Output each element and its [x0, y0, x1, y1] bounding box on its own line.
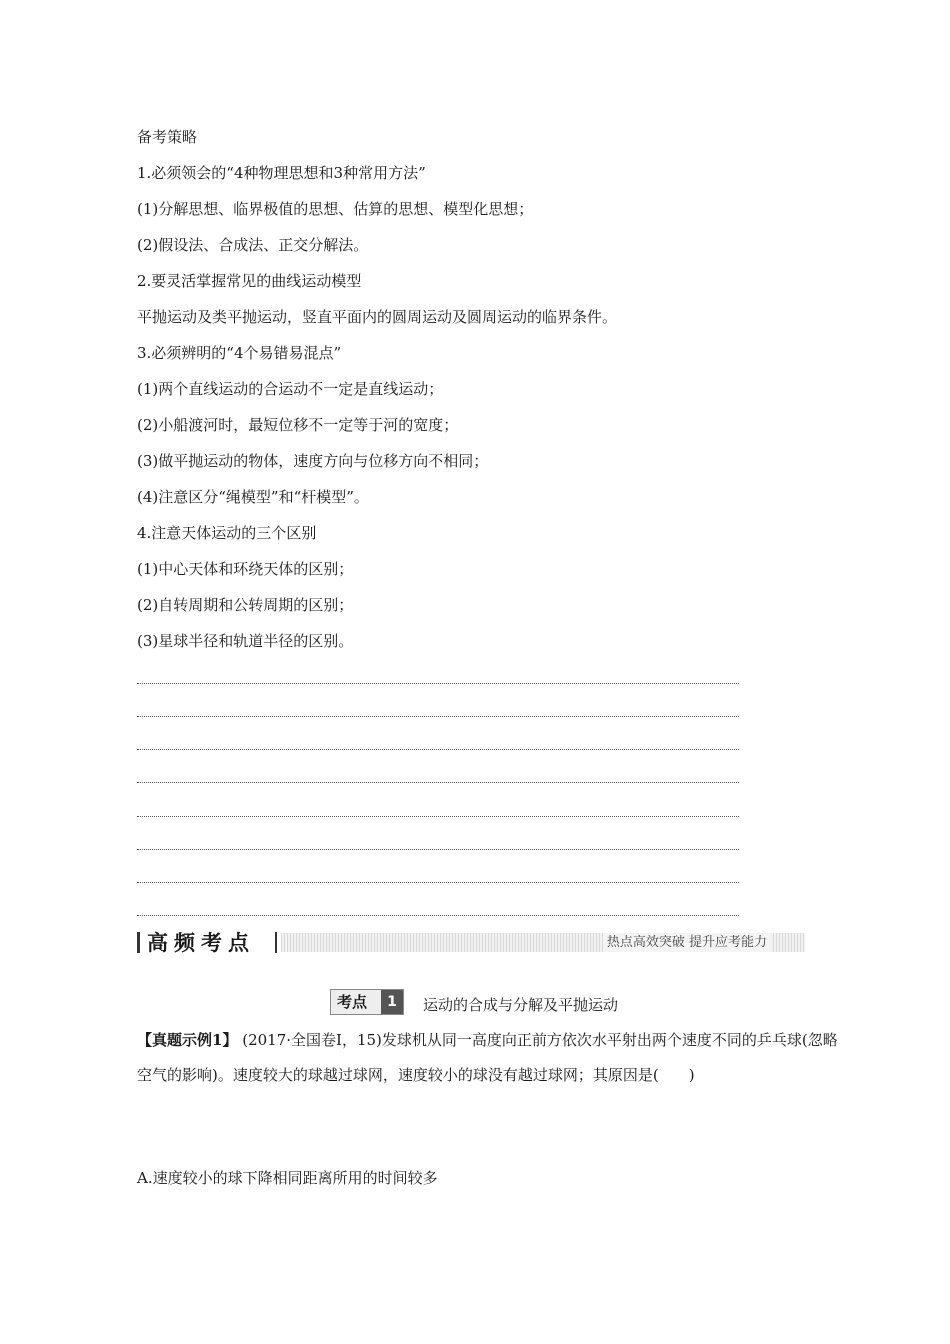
section-banner	[137, 928, 805, 958]
note-line	[137, 915, 739, 916]
strategy-heading: 备考策略	[137, 128, 198, 146]
kaodian-label: 考点	[337, 993, 368, 1011]
strategy-line: (1)分解思想、临界极值的思想、估算的思想、模型化思想；	[137, 200, 534, 218]
strategy-line: (3)星球半径和轨道半径的区别。	[137, 632, 354, 650]
kaodian-badge	[330, 989, 404, 1015]
note-line	[137, 816, 739, 817]
banner-bar	[137, 932, 140, 953]
strategy-line: (2)小船渡河时，最短位移不一定等于河的宽度；	[137, 416, 459, 434]
strategy-line: (1)中心天体和环绕天体的区别；	[137, 560, 354, 578]
strategy-line: (2)自转周期和公转周期的区别；	[137, 596, 354, 614]
strategy-line: 平抛运动及类平抛运动，竖直平面内的圆周运动及圆周运动的临界条件。	[137, 308, 618, 326]
banner-bar	[275, 932, 277, 953]
kaodian-number: 1	[381, 990, 403, 1014]
note-line	[137, 882, 739, 883]
strategy-line: 1.必须领会的“4种物理思想和3种常用方法”	[137, 164, 426, 182]
example-tag: 【真题示例1】	[137, 1031, 238, 1049]
note-line	[137, 849, 739, 850]
strategy-line: (4)注意区分“绳模型”和“杆模型”。	[137, 488, 369, 506]
note-line	[137, 683, 739, 684]
strategy-line: (2)假设法、合成法、正交分解法。	[137, 236, 369, 254]
note-line	[137, 782, 739, 783]
strategy-line: (1)两个直线运动的合运动不一定是直线运动；	[137, 380, 444, 398]
option-a: A.速度较小的球下降相同距离所用的时间较多	[137, 1169, 438, 1187]
strategy-line: (3)做平抛运动的物体，速度方向与位移方向不相同；	[137, 452, 489, 470]
example-stem: (2017·全国卷Ⅰ，15)发球机从同一高度向正前方依次水平射出两个速度不同的乒乓球(忽略空气的影响)。速度较大的球越过球网，速度较小的球没有越过球网；其原因是( )	[137, 1031, 838, 1084]
strategy-line: 3.必须辨明的“4个易错易混点”	[137, 344, 342, 362]
strategy-line: 4.注意天体运动的三个区别	[137, 524, 317, 542]
section-title: 高频考点	[147, 931, 255, 955]
kaodian-title: 运动的合成与分解及平抛运动	[423, 996, 619, 1014]
note-line	[137, 749, 739, 750]
example-question	[137, 1023, 843, 1093]
note-line	[137, 716, 739, 717]
section-slogan: 热点高效突破 提升应考能力	[603, 933, 771, 952]
strategy-line: 2.要灵活掌握常见的曲线运动模型	[137, 272, 362, 290]
